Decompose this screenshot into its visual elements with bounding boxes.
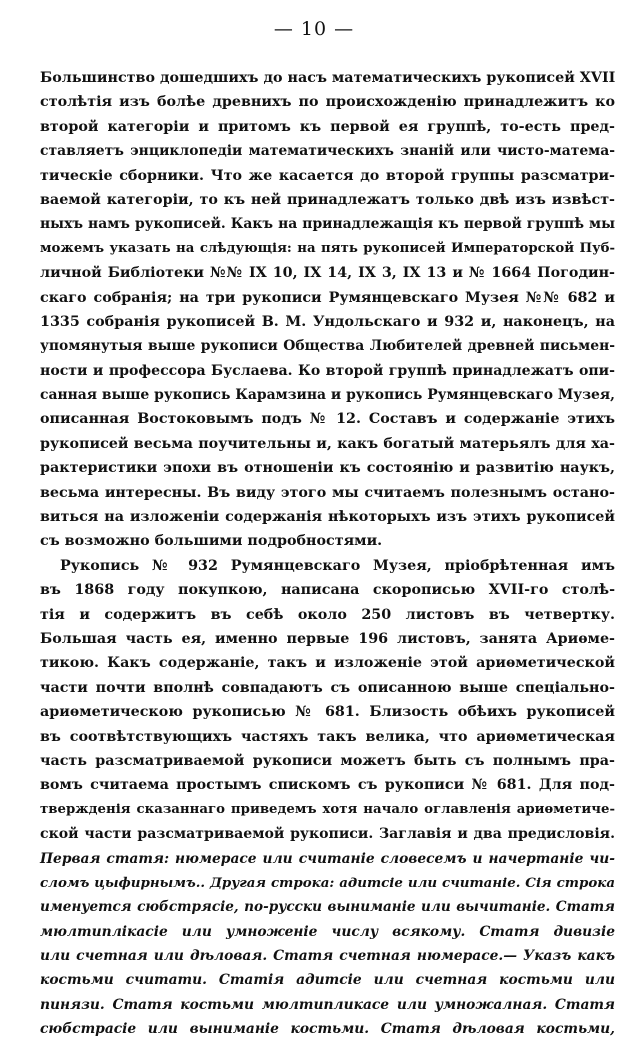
text-line: ставляетъ энциклопедіи математическихъ знаній или чисто-матема-: [40, 143, 615, 160]
text-line: весьма интересны. Въ виду этого мы считаемъ полезнымъ остано-: [40, 484, 615, 501]
text-line: вомъ считаема простымъ спискомъ съ рукописи № 681. Для под-: [40, 777, 615, 794]
text-line: 1335 собранія рукописей В. М. Ундольскаго и 932 и, наконецъ, на: [40, 313, 615, 330]
text-line: описанная Востоковымъ подъ № 12. Составъ и содержаніе этихъ: [40, 411, 615, 428]
text-line: съ возможно большими подробностями.: [40, 533, 383, 550]
italic-text-line: костьми считати. Статія адитсіе или счетная костьми или: [40, 972, 615, 989]
text-line: тія и содержитъ въ себѣ около 250 листовъ въ четвертку.: [40, 606, 615, 623]
italic-text-line: сломъ цыфирнымъ.. Другая строка: адитсіе или считаніе. Сія строка: [40, 874, 615, 891]
text-line: скаго собранія; на три рукописи Румянцевскаго Музея №№ 682 и: [40, 289, 615, 306]
text-line: ваемой категоріи, то къ ней принадлежатъ только двѣ изъ извѣст-: [40, 191, 615, 208]
text-line: санная выше рукопись Карамзина и рукопись Румянцевскаго Музея,: [40, 387, 615, 404]
text-line: части почти вполнѣ совпадаютъ съ описанною выше спеціально-: [40, 679, 615, 696]
text-line: ариѳметическою рукописью № 681. Близость обѣихъ рукописей: [40, 704, 615, 721]
text-line: ныхъ намъ рукописей. Какъ на принадлежащія къ первой группѣ мы: [40, 216, 615, 233]
text-line: рактеристики эпохи въ отношеніи къ состоянію и развитію наукъ,: [40, 460, 615, 477]
italic-text-line: или счетная или дѣловая. Статя счетная нюмерасе.— Указъ какъ: [40, 948, 615, 965]
text-line: Большинство дошедшихъ до насъ математическихъ рукописей XVII: [40, 70, 616, 86]
italic-text-line: пинязи. Статя костьми мюлтипликасе или умножалная. Статя: [40, 996, 615, 1013]
text-line: упомянутыя выше рукописи Общества Любителей древней письмен-: [40, 338, 615, 355]
text-line: рукописей весьма поучительны и, какъ богатый матерьялъ для ха-: [40, 435, 615, 452]
italic-text-line: сюбстрасіе или выниманіе костьми. Статя дѣловая костьми,: [40, 1021, 615, 1038]
text-line: въ соотвѣтствующихъ частяхъ такъ велика, что ариѳметическая: [40, 728, 615, 745]
text-line: ности и профессора Буслаева. Ко второй группѣ принадлежатъ опи-: [40, 362, 615, 379]
text-line: второй категоріи и притомъ къ первой ея группѣ, то-есть пред-: [40, 118, 615, 135]
text-line: Большая часть ея, именно первые 196 листовъ, занята Ариѳме-: [40, 630, 615, 647]
text-line: тикою. Какъ содержаніе, такъ и изложеніе этой ариѳметической: [40, 655, 615, 672]
text-line: виться на изложеніи содержанія нѣкоторыхъ изъ этихъ рукописей: [40, 509, 615, 526]
italic-text-line: именуется сюбстрясіе, по-русски выниманіе или вычитаніе. Статя: [40, 899, 615, 916]
text-line: ской части разсматриваемой рукописи. Заглавія и два предисловія.: [40, 826, 615, 843]
text-line: твержденія сказаннаго приведемъ хотя начало оглавленія ариѳметиче-: [40, 801, 615, 817]
text-line: тическіе сборники. Что же касается до второй группы разсматри-: [40, 167, 615, 184]
body-text: [40, 66, 615, 1042]
text-line: въ 1868 году покупкою, написана скорописью XVII-го столѣ-: [40, 582, 615, 599]
italic-text-line: Первая статя: нюмерасе или считаніе словесемъ и начертаніе чи-: [40, 850, 615, 867]
text-line: часть разсматриваемой рукописи можетъ быть съ полнымъ пра-: [40, 752, 615, 769]
italic-text-line: мюлтиплікасіе или умноженіе числу всякому. Статя дивизіе: [40, 923, 615, 940]
text-line: можемъ указать на слѣдующія: на пять рукописей Императорской Пуб-: [40, 240, 615, 256]
text-line: личной Библіотеки №№ IX 10, IX 14, IX 3, IX 13 и № 1664 Погодин-: [40, 265, 615, 282]
text-line: Рукопись № 932 Румянцевскаго Музея, пріобрѣтенная имъ: [60, 557, 615, 574]
text-line: столѣтія изъ болѣе древнихъ по происхожденію принадлежитъ ко: [40, 94, 615, 111]
page-number: — 10 —: [273, 18, 355, 40]
